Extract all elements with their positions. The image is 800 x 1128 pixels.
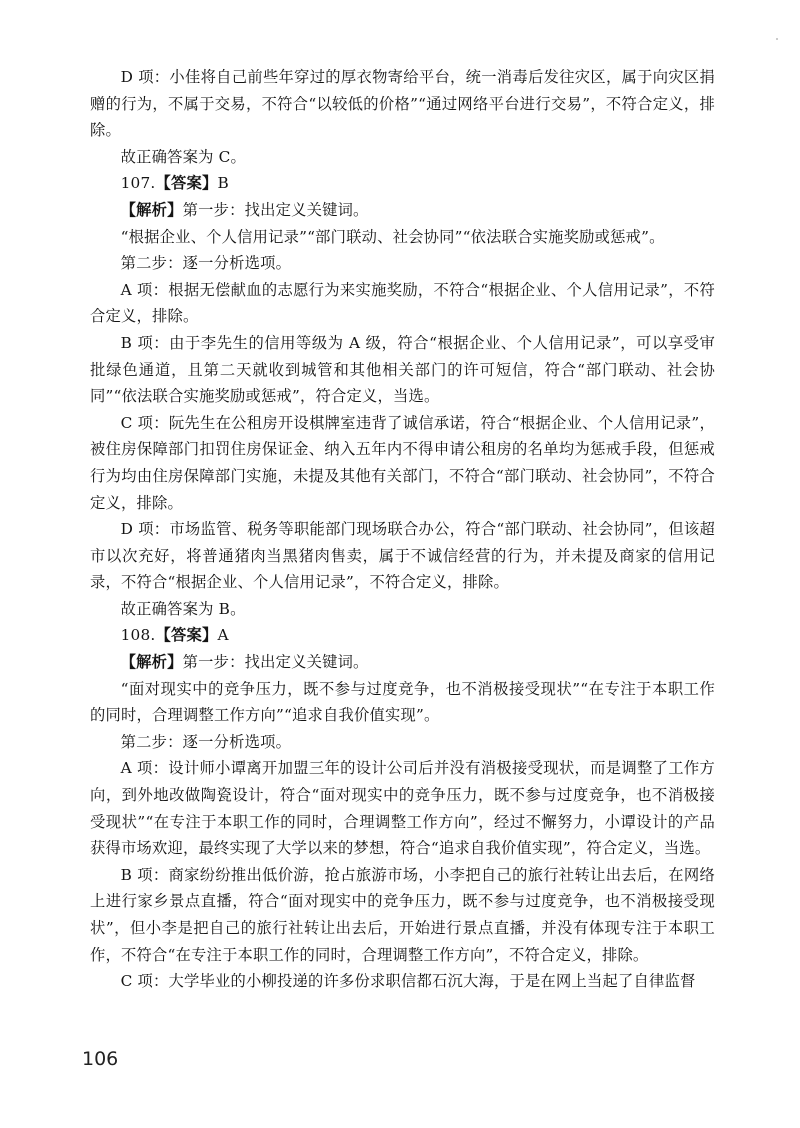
paragraph-text: C 项：大学毕业的小柳投递的许多份求职信都石沉大海，于是在网上当起了自律监督 bbox=[120, 972, 696, 991]
paragraph-text: 第二步：逐一分析选项。 bbox=[120, 254, 292, 273]
paragraph bbox=[90, 968, 715, 995]
section-tag: 【答案】 bbox=[155, 174, 218, 193]
paragraph bbox=[90, 755, 715, 861]
paragraph-text: B 项：商家纷纷推出低价游，抢占旅游市场，小李把自己的旅行社转让出去后，在网络上进行家乡景点直播，符合“面对现实中的竞争压力，既不参与过度竞争，也不消极接受现状”，但小李是把自己的旅行社转让出去后，开始进行景点直播，并没有体现专注于本职工作，不符合“在专注于本职工作的同时，合理调整工作方向”，不符合定义，排除。 bbox=[90, 865, 715, 964]
paragraph-text: 第一步：找出定义关键词。 bbox=[182, 200, 369, 219]
paragraph-text: A 项：根据无偿献血的志愿行为来实施奖励，不符合“根据企业、个人信用记录”，不符合定义，排除。 bbox=[90, 280, 715, 326]
paragraph-text: 故正确答案为 C。 bbox=[120, 147, 247, 166]
paragraph bbox=[90, 144, 715, 171]
paragraph-text: C 项：阮先生在公租房开设棋牌室违背了诚信承诺，符合“根据企业、个人信用记录”，被住房保障部门扣罚住房保证金、纳入五年内不得申请公租房的名单均为惩戒手段，但惩戒行为均由住房保障部门实施，未提及其他有关部门，不符合“部门联动、社会协同”，不符合定义，排除。 bbox=[90, 413, 715, 512]
paragraph bbox=[90, 170, 715, 197]
paragraph-text: 第二步：逐一分析选项。 bbox=[120, 732, 292, 751]
paragraph-text: 故正确答案为 B。 bbox=[120, 599, 246, 618]
question-number: 108. bbox=[120, 626, 156, 645]
paragraph bbox=[90, 250, 715, 277]
page-body bbox=[90, 64, 715, 995]
paragraph-text: A bbox=[217, 626, 229, 645]
paragraph bbox=[90, 622, 715, 649]
paragraph bbox=[90, 862, 715, 968]
paragraph bbox=[90, 64, 715, 144]
paragraph-text: B bbox=[217, 174, 229, 193]
paragraph bbox=[90, 277, 715, 330]
section-tag: 【解析】 bbox=[120, 200, 183, 219]
paragraph bbox=[90, 676, 715, 729]
paragraph-text: B 项：由于李先生的信用等级为 A 级，符合“根据企业、个人信用记录”，可以享受审批绿色通道，且第二天就收到城管和其他相关部门的许可短信，符合“部门联动、社会协同”“依法联合实施奖励或惩戒”，符合定义，当选。 bbox=[90, 333, 715, 406]
section-tag: 【解析】 bbox=[120, 653, 183, 672]
question-number: 107. bbox=[120, 174, 156, 193]
scan-speck bbox=[776, 38, 778, 40]
paragraph bbox=[90, 516, 715, 596]
paragraph bbox=[90, 649, 715, 676]
page-number: 106 bbox=[82, 1048, 119, 1070]
paragraph-text: “面对现实中的竞争压力，既不参与过度竞争，也不消极接受现状”“在专注于本职工作的同时，合理调整工作方向”“追求自我价值实现”。 bbox=[90, 679, 715, 725]
paragraph bbox=[90, 729, 715, 756]
paragraph-text: A 项：设计师小谭离开加盟三年的设计公司后并没有消极接受现状，而是调整了工作方向，到外地改做陶瓷设计，符合“面对现实中的竞争压力，既不参与过度竞争，也不消极接受现状”“在专注于本职工作的同时，合理调整工作方向”，经过不懈努力，小谭设计的产品获得市场欢迎，最终实现了大学以来的梦想，符合“追求自我价值实现”，符合定义，当选。 bbox=[90, 759, 715, 858]
paragraph bbox=[90, 330, 715, 410]
paragraph-text: D 项：小佳将自己前些年穿过的厚衣物寄给平台，统一消毒后发往灾区，属于向灾区捐赠的行为，不属于交易，不符合“以较低的价格”“通过网络平台进行交易”，不符合定义，排除。 bbox=[90, 68, 715, 140]
paragraph-text: 第一步：找出定义关键词。 bbox=[182, 653, 369, 672]
paragraph-text: “根据企业、个人信用记录”“部门联动、社会协同”“依法联合实施奖励或惩戒”。 bbox=[120, 227, 665, 246]
paragraph bbox=[90, 224, 715, 251]
paragraph bbox=[90, 197, 715, 224]
paragraph bbox=[90, 410, 715, 516]
paragraph bbox=[90, 596, 715, 623]
section-tag: 【答案】 bbox=[155, 626, 218, 645]
paragraph-text: D 项：市场监管、税务等职能部门现场联合办公，符合“部门联动、社会协同”，但该超市以次充好，将普通猪肉当黑猪肉售卖，属于不诚信经营的行为，并未提及商家的信用记录，不符合“根据企业、个人信用记录”，不符合定义，排除。 bbox=[90, 520, 715, 592]
